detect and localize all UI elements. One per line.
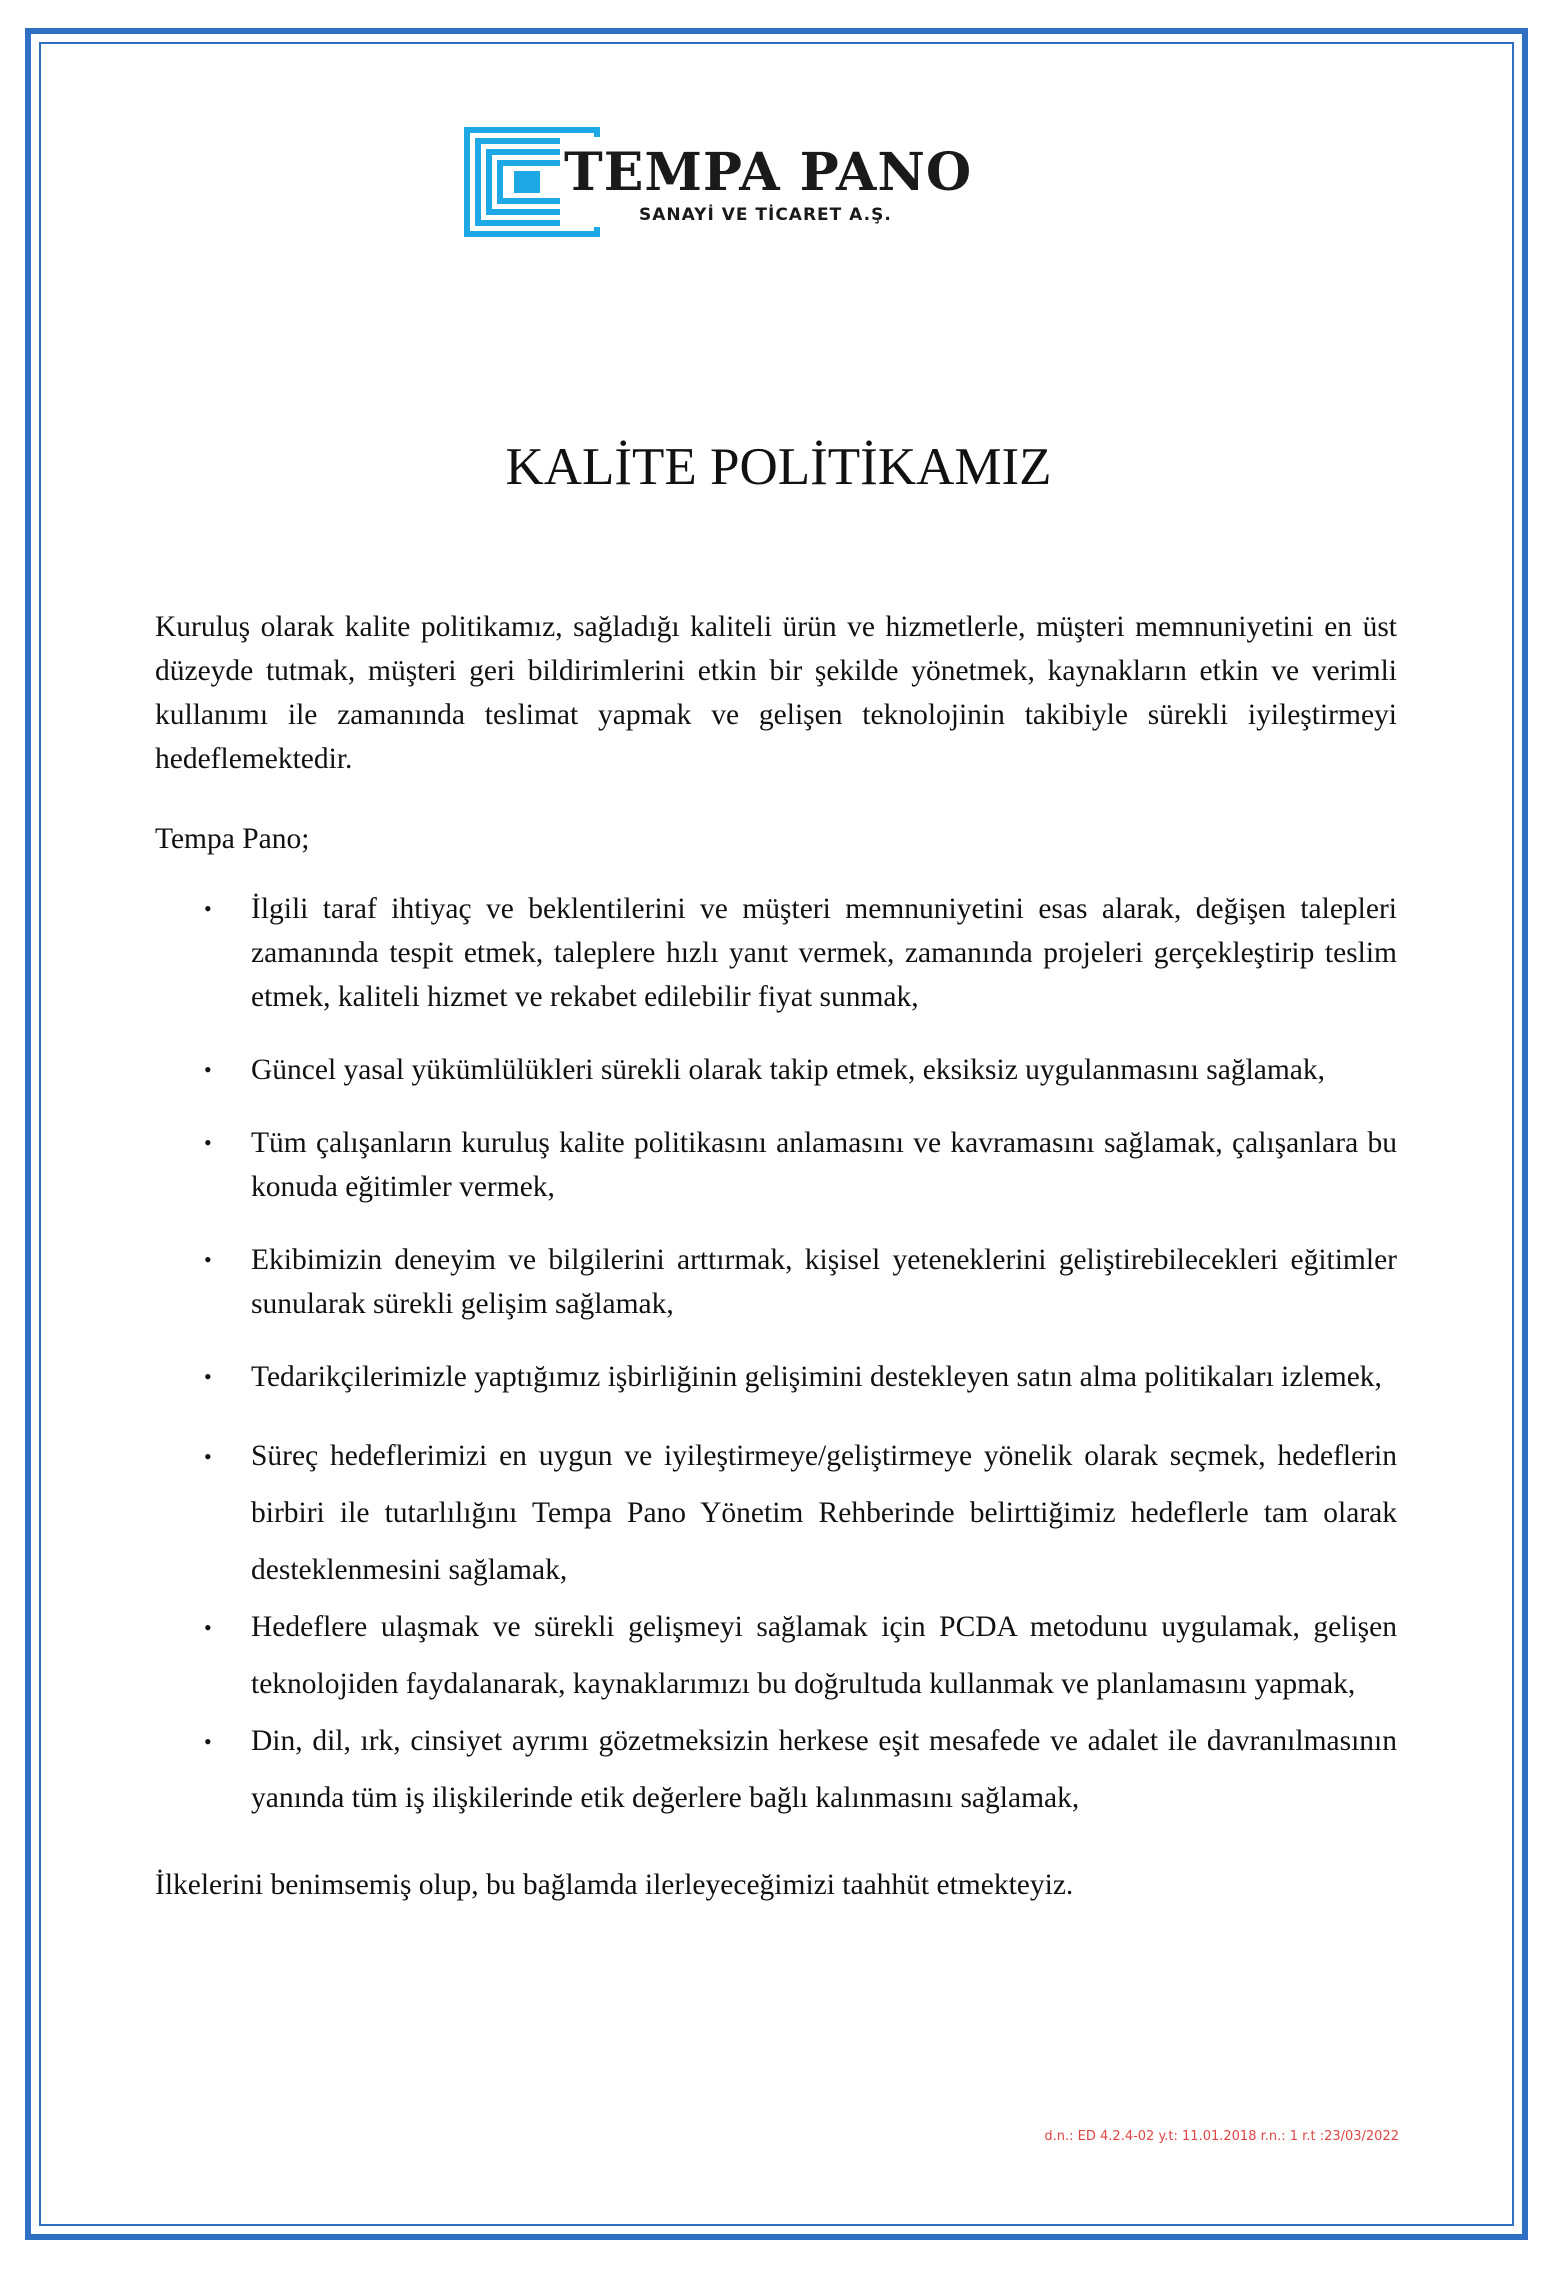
list-item: [155, 1355, 1397, 1399]
bullet-icon: •: [204, 1729, 212, 1754]
document-title: KALİTE POLİTİKAMIZ: [505, 438, 1052, 496]
list-item-text: İlgili taraf ihtiyaç ve beklentilerini ve müşteri memnuniyetini esas alarak, değişen talepleri zamanında tespit etmek, taleplere hızlı yanıt vermek, zamanında projeleri gerçekleştirip teslim etmek, kaliteli hizmet ve rekabet edilebilir fiyat sunmak,: [251, 893, 1397, 1013]
lead-line: Tempa Pano;: [155, 823, 310, 855]
document-revision-note: d.n.: ED 4.2.4-02 y.t: 11.01.2018 r.n.: 1 r.t :23/03/2022: [1044, 2129, 1399, 2144]
list-item-text: Din, dil, ırk, cinsiyet ayrımı gözetmeksizin herkese eşit mesafede ve adalet ile davranılmasının yanında tüm iş ilişkilerinde etik değerlere bağlı kalınmasını sağlamak,: [251, 1725, 1397, 1814]
closing-paragraph: İlkelerini benimsemiş olup, bu bağlamda ilerleyeceğimizi taahhüt etmekteyiz.: [155, 1869, 1074, 1901]
list-item-text: Süreç hedeflerimizi en uygun ve iyileştirmeye/geliştirmeye yönelik olarak seçmek, hedeflerin birbiri ile tutarlılığını Tempa Pano Yönetim Rehberinde belirttiğimiz hedeflerle tam olarak desteklenmesini sağlamak,: [251, 1440, 1397, 1586]
list-item: [155, 1599, 1397, 1713]
list-item: [155, 1428, 1397, 1599]
bullet-icon: •: [204, 1615, 212, 1640]
bullet-icon: •: [204, 1130, 212, 1155]
list-item: [155, 1713, 1397, 1827]
list-item-text: Tedarikçilerimizle yaptığımız işbirliğinin gelişimini destekleyen satın alma politikaları izlemek,: [251, 1361, 1382, 1393]
list-item: [155, 1121, 1397, 1209]
policy-list: [155, 887, 1397, 1827]
logo-wordmark: TEMPA PANO: [564, 142, 973, 203]
logo-subtitle: SANAYİ VE TİCARET A.Ş.: [639, 205, 892, 225]
policy-body: [155, 605, 1397, 1907]
company-logo: [464, 127, 1024, 239]
list-item: [155, 1238, 1397, 1326]
bullet-icon: •: [204, 1247, 212, 1272]
list-item: [155, 1048, 1397, 1092]
bullet-icon: •: [204, 1444, 212, 1469]
list-item: [155, 887, 1397, 1019]
bullet-icon: •: [204, 1057, 212, 1082]
intro-paragraph: Kuruluş olarak kalite politikamız, sağladığı kaliteli ürün ve hizmetlerle, müşteri memnuniyetini en üst düzeyde tutmak, müşteri geri bildirimlerini etkin bir şekilde yönetmek, kaynakların etkin ve verimli kullanımı ile zamanında teslimat yapmak ve gelişen teknolojinin takibiyle sürekli iyileştirmeyi hedeflemektedir.: [155, 611, 1397, 775]
bullet-icon: •: [204, 1364, 212, 1389]
bullet-icon: •: [204, 896, 212, 921]
list-item-text: Güncel yasal yükümlülükleri sürekli olarak takip etmek, eksiksiz uygulanmasını sağlamak,: [251, 1054, 1326, 1086]
list-item-text: Hedeflere ulaşmak ve sürekli gelişmeyi sağlamak için PCDA metodunu uygulamak, gelişen teknolojiden faydalanarak, kaynaklarımızı bu doğrultuda kullanmak ve planlamasını yapmak,: [251, 1611, 1397, 1700]
list-item-text: Ekibimizin deneyim ve bilgilerini arttırmak, kişisel yeteneklerini geliştirebilecekleri eğitimler sunularak sürekli gelişim sağlamak,: [251, 1244, 1397, 1320]
list-item-text: Tüm çalışanların kuruluş kalite politikasını anlamasını ve kavramasını sağlamak, çalışanlara bu konuda eğitimler vermek,: [251, 1127, 1397, 1203]
